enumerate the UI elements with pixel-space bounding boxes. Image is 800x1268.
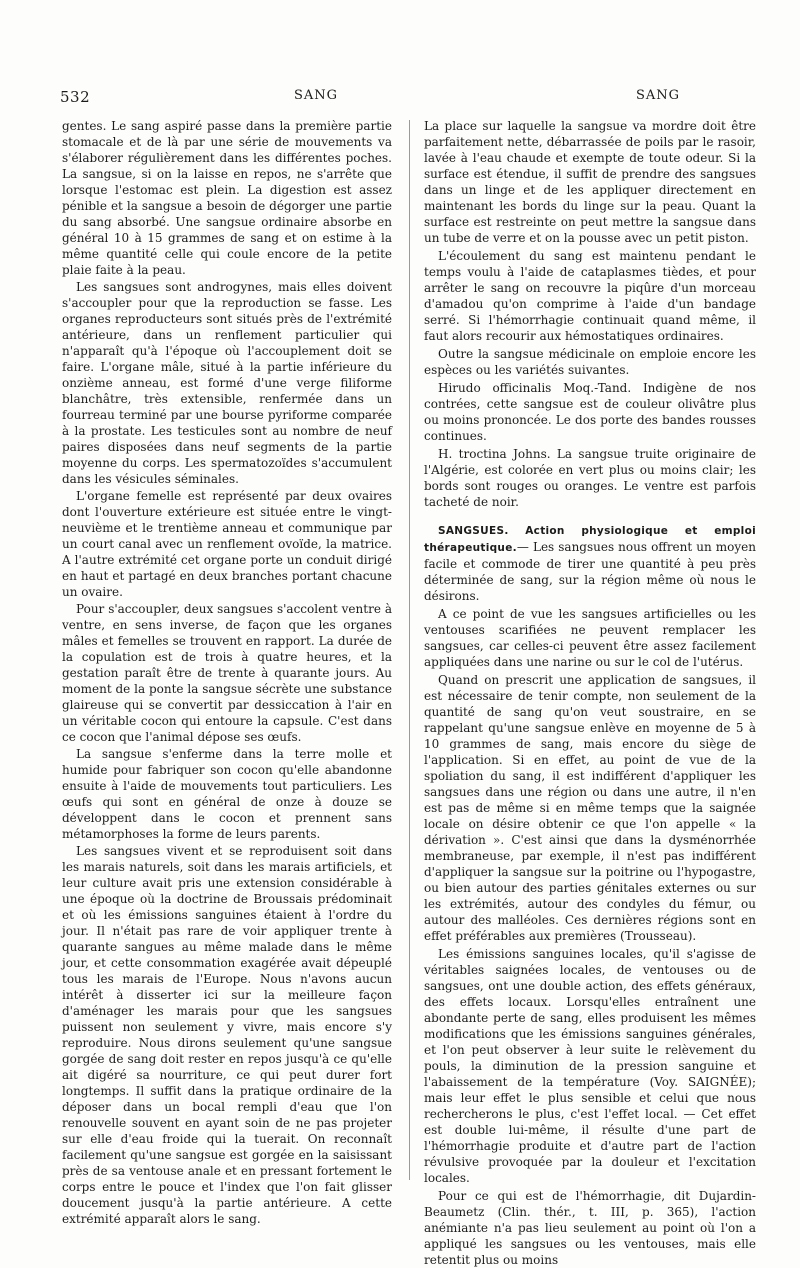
paragraph: La place sur laquelle la sangsue va mordre doit être parfaitement nette, débarrassée de poils par le rasoir, lavée à l'eau chaude et exempte de toute odeur. Si la surface est étendue, il suffit de prendre des sangsues dans un linge et de les appliquer directement en maintenant les bords du linge sur la peau. Quant la surface est restreinte on peut mettre la sangsue dans un tube de verre et on la pousse avec un petit piston. — [424, 119, 756, 245]
section-gap — [424, 512, 756, 522]
paragraph: Les sangsues vivent et se reproduisent soit dans les marais naturels, soit dans les marais artificiels, et leur culture avait pris une extension considérable à une époque où la doctrine de Broussais prédominait et où les émissions sanguines étaient à l'ordre du jour. Il n'était pas rare de voir appliquer trente à quarante sangues au même malade dans le même jour, et cette consommation exagérée avait dépeuplé tous les marais de l'Europe. Nous n'avons aucun intérêt à disserter ici sur la meilleure façon d'aménager les marais pour que les sangsues puissent non seulement y vivre, mais encore s'y reproduire. Nous dirons seulement qu'une sangsue gorgée de sang doit rester en repos jusqu'à ce qu'elle ait digéré sa nourriture, ce qui peut durer fort longtemps. Il suffit dans la pratique ordinaire de la déposer dans un bocal rempli d'eau que l'on renouvelle souvent en ayant soin de ne pas projeter sur elle d'eau froide qui la tuerait. On reconnaît facilement qu'une sangsue est gorgée en la saisissant près de sa ventouse anale et en pressant fortement le corps entre le pouce et l'index que l'on fait glisser doucement jusqu'à la partie antérieure. A cette extrémité apparaît alors le sang. — [62, 844, 392, 1226]
paragraph: Les émissions sanguines locales, qu'il s'agisse de véritables saignées locales, de ventouses ou de sangsues, ont une double action, des effets généraux, des effets locaux. Lorsqu'elles entraînent une abondante perte de sang, elles produisent les mêmes modifications que les émissions sanguines générales, et l'on peut observer à leur suite le relèvement du pouls, la diminution de la pression sanguine et l'abaissement de la température (Voy. SAIGNÉE); mais leur effet le plus sensible et celui que nous rechercherons le plus, c'est l'effet local. — Cet effet est double lui-même, il résulte d'une part de l'hémorrhagie produite et d'autre part de l'action révulsive provoquée par la douleur et l'excitation locales. — [424, 947, 756, 1185]
running-head — [60, 88, 760, 108]
paragraph: La sangsue s'enferme dans la terre molle et humide pour fabriquer son cocon qu'elle abandonne ensuite à l'aide de mouvements tout particuliers. Les œufs qui sont en général de onze à douze se développent dans le cocon et prennent sans métamorphoses la forme de leurs parents. — [62, 747, 392, 841]
paragraph: Outre la sangsue médicinale on emploie encore les espèces ou les variétés suivantes. — [424, 347, 756, 377]
paragraph: Les sangsues sont androgynes, mais elles doivent s'accoupler pour que la reproduction se fasse. Les organes reproducteurs sont situés près de l'extrémité antérieure, dans un renflement particulier qui n'apparaît qu'à l'époque où l'accouplement doit se faire. L'organe mâle, situé à la partie inférieure du onzième anneau, est formé d'une verge filiforme blanchâtre, très extensible, renfermée dans un fourreau terminé par une bourse pyriforme comparée à la prostate. Les testicules sont au nombre de neuf paires disposées dans neuf segments de la partie moyenne du corps. Les spermatozoïdes s'accumulent dans les vésicules séminales. — [62, 280, 392, 486]
section-intro: — Les sangsues nous offrent un moyen facile et commode de tirer une quantité à peu près déterminée de sang, sur la région même où nous le désirons. — [424, 540, 756, 603]
left-column — [62, 118, 392, 1226]
page-number: 532 — [60, 88, 91, 106]
paragraph: H. troctina Johns. La sangsue truite originaire de l'Algérie, est colorée en vert plus ou moins clair; les bords sont rouges ou oranges. Le ventre est parfois tacheté de noir. — [424, 447, 756, 509]
section-title: SANGSUES. Action physiologique et emploi thérapeutique. — [424, 525, 756, 554]
paragraph: Quand on prescrit une application de sangsues, il est nécessaire de tenir compte, non seulement de la quantité de sang qu'on veut soustraire, en se rappelant qu'une sangsue enlève en moyenne de 5 à 10 grammes de sang, mais encore du siège de l'application. Si en effet, au point de vue de la spoliation du sang, il est indifférent d'appliquer les sangsues dans une région ou dans une autre, il n'en est pas de même si en même temps que la saignée locale on désire obtenir ce que l'on appelle « la dérivation ». C'est ainsi que dans la dysménorrhée membraneuse, par exemple, il n'est pas indifférent d'appliquer la sangsue sur la poitrine ou l'hypogastre, ou bien autour des parties génitales externes ou sur les extrémités, autour des condyles du fémur, ou autour des malléoles. Ces dernières régions sont en effet préférables aux premières (Trousseau). — [424, 673, 756, 943]
paragraph: L'organe femelle est représenté par deux ovaires dont l'ouverture extérieure est située entre le vingt-neuvième et le trentième anneau et communique par un court canal avec un renflement ovoïde, la matrice. A l'autre extrémité cet organe porte un conduit dirigé en haut et partagé en deux branches portant chacune un ovaire. — [62, 489, 392, 599]
running-title-left: SANG — [294, 88, 339, 103]
paragraph: Pour ce qui est de l'hémorrhagie, dit Dujardin-Beaumetz (Clin. thér., t. III, p. 365), l'action anémiante n'a pas lieu seulement au point où l'on a appliqué les sangsues ou les ventouses, mais elle retentit plus ou moins — [424, 1189, 756, 1267]
running-title-right: SANG — [636, 88, 681, 103]
paragraph: Hirudo officinalis Moq.-Tand. Indigène de nos contrées, cette sangsue est de couleur olivâtre plus ou moins prononcée. Le dos porte des bandes rousses continues. — [424, 381, 756, 443]
paragraph: Pour s'accoupler, deux sangsues s'accolent ventre à ventre, en sens inverse, de façon que les organes mâles et femelles se trouvent en rapport. La durée de la copulation est de trois à quatre heures, et la gestation paraît être de trente à quarante jours. Au moment de la ponte la sangsue sécrète une substance glaireuse qui se convertit par dessiccation à l'air en un véritable cocon qui entoure la capsule. C'est dans ce cocon que l'animal dépose ses œufs. — [62, 602, 392, 744]
paragraph: L'écoulement du sang est maintenu pendant le temps voulu à l'aide de cataplasmes tièdes, et pour arrêter le sang on recouvre la piqûre d'un morceau d'amadou qu'on comprime à l'aide d'un bandage serré. Si l'hémorrhagie continuait quand même, il faut alors recourir aux hémostatiques ordinaires. — [424, 249, 756, 343]
section-heading-paragraph — [424, 522, 756, 604]
right-column — [424, 118, 756, 1267]
paragraph: gentes. Le sang aspiré passe dans la première partie stomacale et de là par une série de mouvements va s'élaborer régulièrement dans les différentes poches. La sangsue, si on la laisse en repos, ne s'arrête que lorsque l'estomac est plein. La digestion est assez pénible et la sangsue a besoin de dégorger une partie du sang absorbé. Une sangsue ordinaire absorbe en général 10 à 15 grammes de sang et on estime à la même quantité celle qui coule encore de la petite plaie faite à la peau. — [62, 119, 392, 277]
paragraph: A ce point de vue les sangsues artificielles ou les ventouses scarifiées ne peuvent remplacer les sangsues, car celles-ci peuvent être assez facilement appliquées dans une narine ou sur le col de l'utérus. — [424, 607, 756, 669]
column-divider — [409, 120, 410, 1180]
